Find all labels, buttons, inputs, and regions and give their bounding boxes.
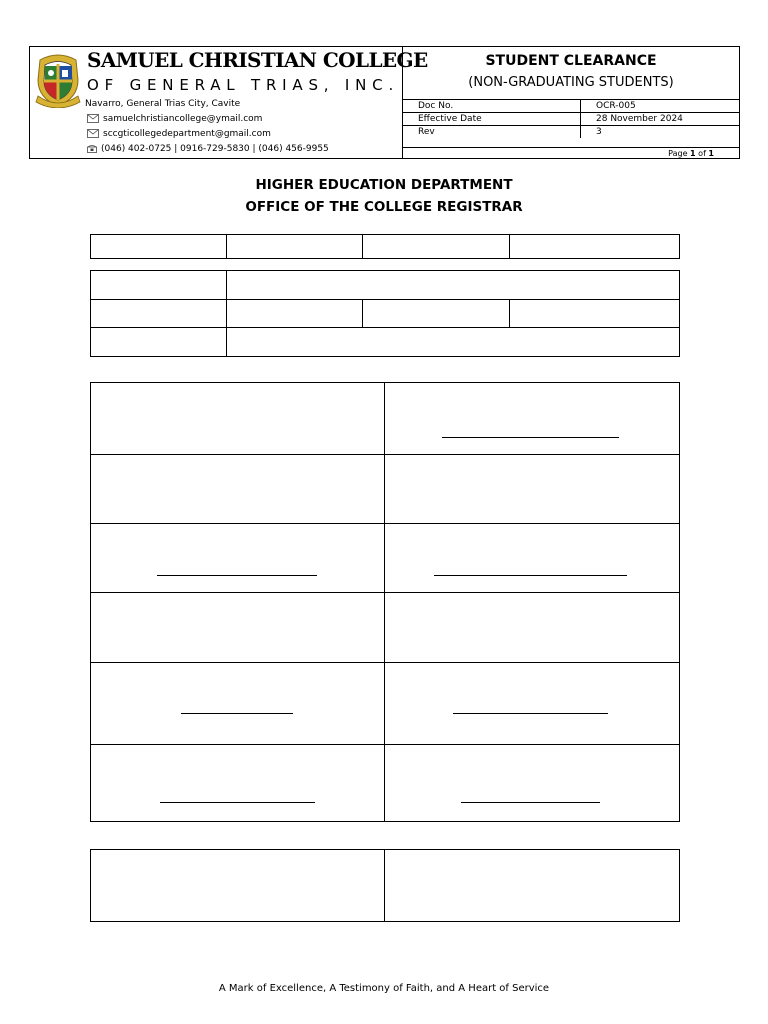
meta-row (403, 113, 739, 126)
document-subtitle: (NON-GRADUATING STUDENTS) (468, 75, 674, 90)
form-field-cell[interactable] (227, 300, 363, 328)
signatory-cell (91, 455, 385, 524)
meta-value: 3 (581, 126, 740, 139)
telephone-icon (87, 144, 97, 153)
form-field-cell[interactable] (227, 328, 680, 357)
form-field-cell[interactable] (510, 235, 680, 259)
remarks-cell[interactable] (91, 850, 385, 922)
signatory-cell (91, 383, 385, 455)
signatory-cell (385, 455, 680, 524)
meta-value: 28 November 2024 (581, 113, 740, 126)
document-header (29, 46, 740, 159)
signature-line[interactable] (453, 713, 608, 714)
document-title: STUDENT CLEARANCE (485, 53, 657, 69)
signatory-cell (91, 663, 385, 745)
signature-line[interactable] (461, 802, 600, 803)
page-total: 1 (708, 149, 714, 158)
signature-line[interactable] (434, 575, 627, 576)
form-field-cell[interactable] (227, 235, 363, 259)
email-line-1 (87, 114, 262, 124)
signatories-table (90, 382, 680, 822)
form-field-cell[interactable] (227, 271, 680, 300)
signatory-cell (91, 745, 385, 822)
signatory-cell (385, 745, 680, 822)
meta-label: Doc No. (403, 100, 581, 113)
form-label-cell (91, 328, 227, 357)
phone-line (87, 144, 329, 154)
college-subtitle: OF GENERAL TRIAS, INC. (87, 76, 400, 94)
signatory-cell (385, 524, 680, 593)
page-number (403, 147, 739, 158)
college-seal-icon (34, 52, 82, 108)
college-name: SAMUEL CHRISTIAN COLLEGE (87, 48, 428, 72)
remarks-cell[interactable] (385, 850, 680, 922)
office-heading: OFFICE OF THE COLLEGE REGISTRAR (245, 199, 523, 215)
form-field-cell[interactable] (510, 300, 680, 328)
phone-numbers: (046) 402-0725 | 0916-729-5830 | (046) 456-9955 (101, 144, 329, 154)
page-of: of (695, 149, 709, 158)
signature-line[interactable] (157, 575, 317, 576)
meta-label: Effective Date (403, 113, 581, 126)
form-field-cell[interactable] (363, 235, 510, 259)
signature-line[interactable] (442, 437, 619, 438)
student-info-table (90, 270, 680, 357)
form-field-cell[interactable] (363, 300, 510, 328)
meta-value: OCR-005 (581, 100, 740, 113)
signatory-cell (385, 383, 680, 455)
document-meta-table (403, 99, 739, 138)
signatory-cell (385, 663, 680, 745)
student-id-table (90, 234, 680, 259)
document-info-block (403, 47, 739, 158)
page-current: 1 (690, 149, 696, 158)
footer-motto: A Mark of Excellence, A Testimony of Faith, and A Heart of Service (218, 983, 550, 994)
signatory-cell (91, 593, 385, 663)
meta-row (403, 126, 739, 139)
email-line-2 (87, 129, 271, 139)
meta-row (403, 100, 739, 113)
signature-line[interactable] (181, 713, 293, 714)
envelope-icon (87, 129, 99, 138)
page-prefix: Page (668, 149, 691, 158)
email-2[interactable]: sccgticollegedepartment@gmail.com (103, 129, 271, 139)
form-field-cell[interactable] (91, 235, 227, 259)
envelope-icon (87, 114, 99, 123)
department-heading: HIGHER EDUCATION DEPARTMENT (255, 177, 513, 193)
college-address: Navarro, General Trias City, Cavite (85, 99, 241, 109)
signature-line[interactable] (160, 802, 315, 803)
email-1[interactable]: samuelchristiancollege@ymail.com (103, 114, 263, 124)
form-label-cell (91, 271, 227, 300)
form-label-cell (91, 300, 227, 328)
remarks-table (90, 849, 680, 922)
meta-label: Rev (403, 126, 581, 139)
signatory-cell (91, 524, 385, 593)
signatory-cell (385, 593, 680, 663)
